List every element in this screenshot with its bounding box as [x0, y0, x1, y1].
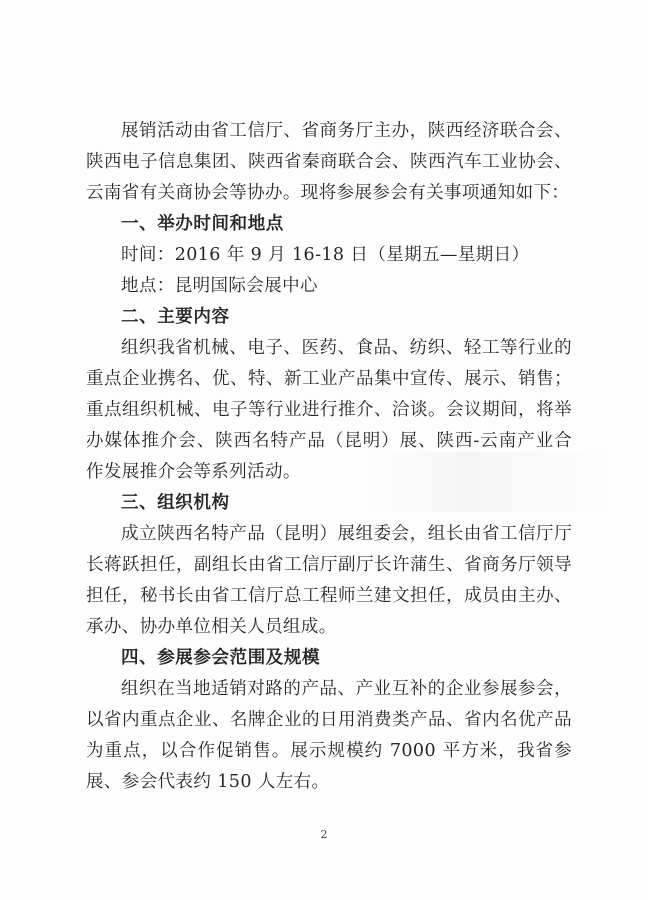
section-2-body: 组织我省机械、电子、医药、食品、纺织、轻工等行业的重点企业携名、优、特、新工业产品集中宣传、展示、销售；重点组织机械、电子等行业进行推介、洽谈。会议期间，将举办媒体推介会、陕西名特产品（昆明）展、陕西-云南产业合作发展推介会等系列活动。	[86, 338, 572, 482]
section-3-heading: 三、组织机构	[121, 493, 230, 513]
event-place: 地点：昆明国际会展中心	[121, 276, 318, 296]
section-2-heading: 二、主要内容	[121, 307, 230, 327]
intro-paragraph: 展销活动由省工信厅、省商务厅主办，陕西经济联合会、陕西电子信息集团、陕西省秦商联合会、陕西汽车工业协会、云南省有关商协会等协办。现将参展参会有关事项通知如下：	[86, 121, 572, 203]
section-3-body: 成立陕西名特产品（昆明）展组委会，组长由省工信厅厅长蒋跃担任，副组长由省工信厅副厅长许蒲生、省商务厅领导担任，秘书长由省工信厅总工程师兰建文担任，成员由主办、承办、协办单位相关人员组成。	[86, 524, 572, 637]
section-4-body: 组织在当地适销对路的产品、产业互补的企业参展参会，以省内重点企业、名牌企业的日用消费类产品、省内名优产品为重点，以合作促销售。展示规模约 7000 平方米，我省参展、参会代表约 150 人左右。	[86, 679, 572, 792]
event-time: 时间：2016 年 9 月 16-18 日（星期五—星期日）	[121, 245, 530, 265]
page-number: 2	[320, 828, 328, 841]
section-4-heading: 四、参展参会范围及规模	[121, 648, 321, 668]
section-1-heading: 一、举办时间和地点	[121, 214, 284, 234]
document-body	[86, 116, 572, 798]
